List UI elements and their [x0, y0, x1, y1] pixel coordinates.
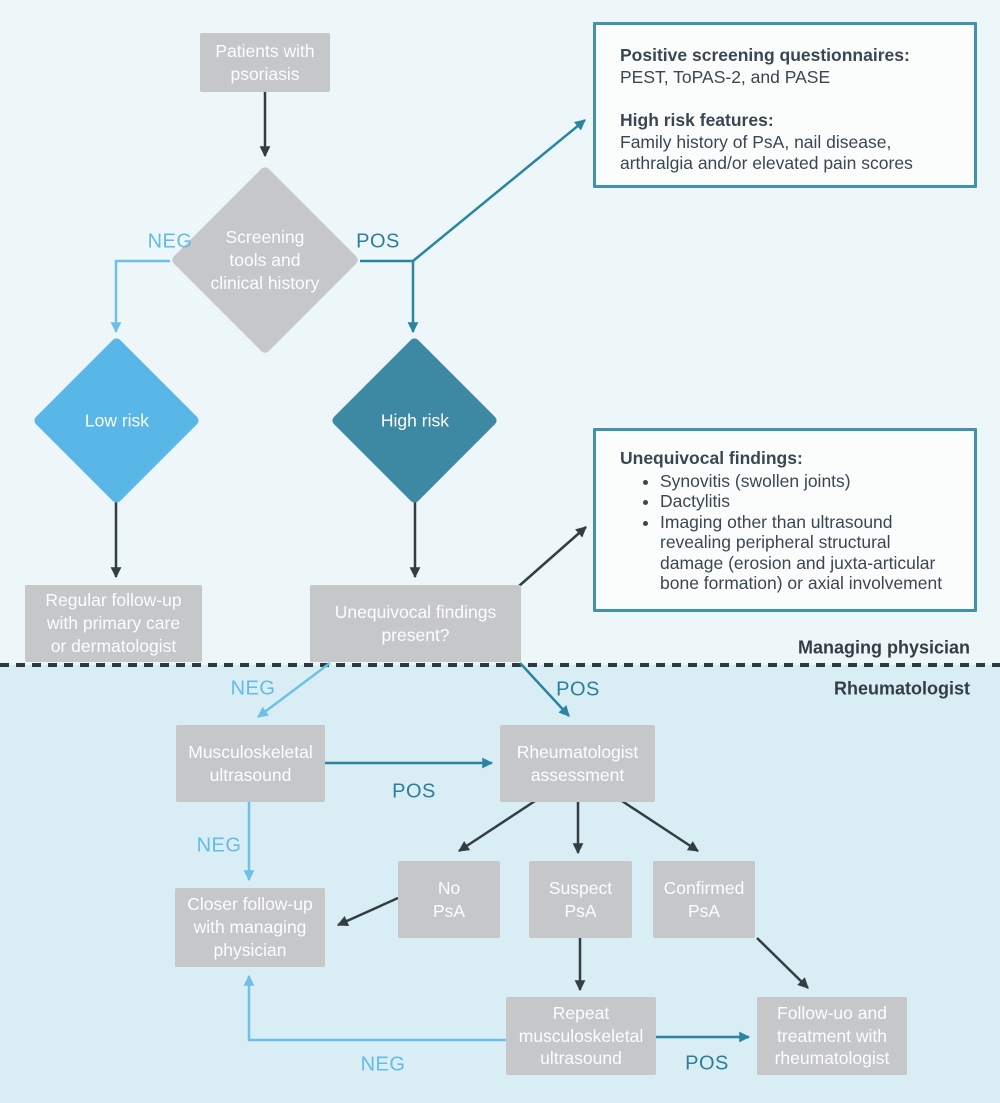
node-label: High risk [380, 410, 449, 431]
node-label: Screening tools and clinical history [210, 226, 320, 293]
node-suspect-psa [529, 861, 632, 938]
edge-label-pos-msk: POS [392, 780, 436, 803]
edge-label-pos-unequivocal: POS [556, 678, 600, 701]
edge-label-neg-msk: NEG [196, 834, 242, 857]
node-rheumatologist-assessment [500, 725, 655, 802]
node-label: Suspect PsA [548, 877, 613, 921]
node-label: Repeat musculoskeletal ultrasound [518, 1002, 644, 1069]
node-closer-followup [175, 888, 325, 967]
info-heading-positive-questionnaires: Positive screening questionnaires: [620, 45, 910, 65]
node-regular-followup [25, 585, 202, 662]
node-label: Confirmed PsA [663, 877, 745, 921]
node-label: Low risk [84, 410, 149, 431]
node-label: No PsA [432, 877, 466, 921]
info-body-high-risk-features: Family history of PsA, nail disease, arthralgia and/or elevated pain scores [620, 132, 913, 173]
node-label: Follow-uo and treatment with rheumatologist [774, 1002, 890, 1069]
edge-label-neg-screening: NEG [147, 230, 193, 253]
node-patients-with-psoriasis [200, 33, 330, 92]
node-label: Rheumatologist assessment [516, 741, 639, 785]
edge-label-pos-repeat: POS [685, 1052, 729, 1075]
edge-label-neg-unequivocal: NEG [230, 677, 276, 700]
info-heading-high-risk-features: High risk features: [620, 110, 774, 130]
edge-label-pos-screening: POS [356, 230, 400, 253]
info-box-screening-criteria [593, 22, 977, 188]
node-label: Patients with psoriasis [215, 40, 315, 84]
node-confirmed-psa [653, 861, 755, 938]
node-repeat-msk-ultrasound [506, 997, 656, 1075]
node-musculoskeletal-ultrasound [176, 725, 325, 802]
node-label: Regular follow-up with primary care or dermatologist [45, 590, 182, 656]
info-body-questionnaire-names: PEST, ToPAS-2, and PASE [620, 67, 831, 87]
node-label: Musculoskeletal ultrasound [188, 741, 313, 785]
finding-synovitis: • Synovitis (swollen joints) [660, 471, 950, 491]
node-followup-treatment-rheumatologist [757, 997, 907, 1075]
unequivocal-findings-list [620, 471, 950, 594]
node-no-psa [398, 861, 500, 938]
finding-dactylitis: • Dactylitis [660, 491, 950, 511]
info-box-unequivocal-findings [593, 428, 977, 612]
lane-label-managing-physician: Managing physician [797, 637, 970, 658]
node-label: Unequivocal findings present? [334, 601, 497, 645]
edge-label-neg-repeat: NEG [360, 1053, 406, 1076]
finding-imaging: • Imaging other than ultrasound revealing peripheral structural damage (erosion and juxta-articular bone formation) or axial involvement [660, 512, 950, 594]
node-label: Closer follow-up with managing physician [187, 894, 313, 960]
info-heading-unequivocal-findings: Unequivocal findings: [620, 448, 803, 468]
node-unequivocal-findings-present [310, 585, 521, 662]
lane-label-rheumatologist: Rheumatologist [833, 678, 970, 699]
